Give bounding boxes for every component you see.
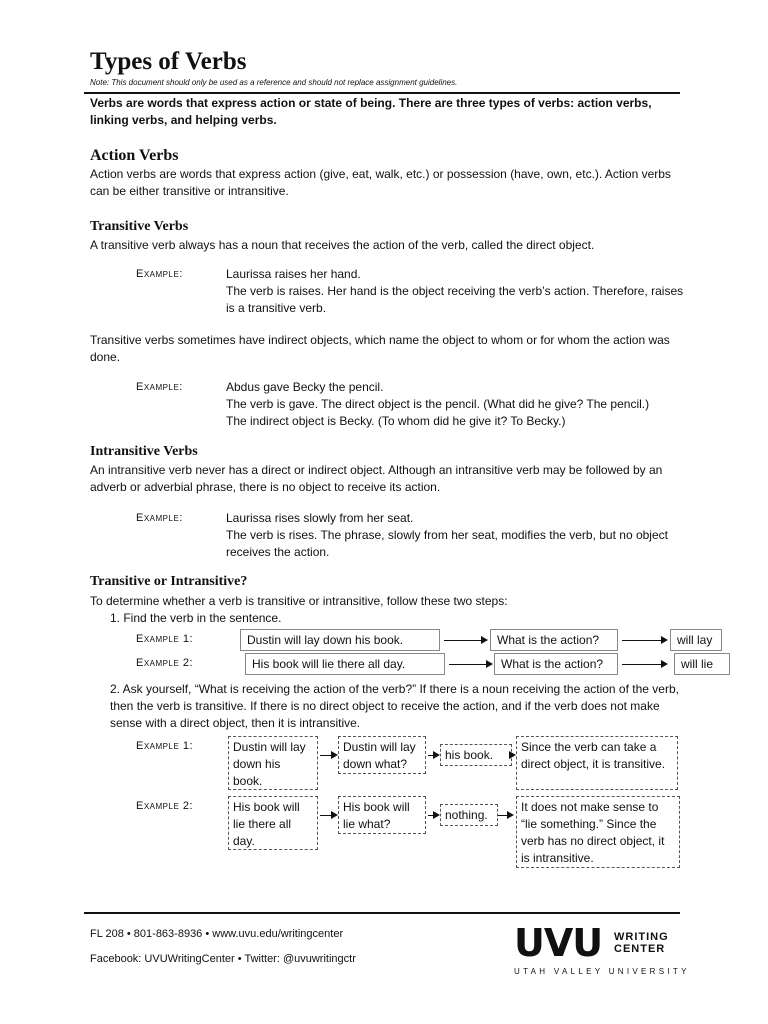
logo-mark: UVU (514, 921, 603, 965)
action-heading: Action Verbs (90, 147, 179, 164)
header-rule (84, 92, 680, 94)
page-title: Types of Verbs (90, 48, 247, 75)
footer-social: Facebook: UVUWritingCenter • Twitter: @uvuwritingctr (90, 953, 356, 965)
transitive-text: A transitive verb always has a noun that receives the action of the verb, called the direct object. (90, 238, 595, 252)
note: Note: This document should only be used as a reference and should not replace assignment guidelines. (90, 78, 458, 87)
question-box: What is the action? (490, 629, 618, 651)
example-sentence: Laurissa rises slowly from her seat. (226, 511, 414, 525)
footer-rule (84, 912, 680, 914)
uvu-writing-center-logo (514, 921, 690, 981)
logo-tag: WRITING CENTER (614, 931, 669, 955)
object-box: his book. (440, 744, 512, 766)
footer-contact: FL 208 • 801-863-8936 • www.uvu.edu/writingcenter (90, 928, 344, 940)
arrow-icon (512, 755, 514, 756)
result-box: It does not make sense to “lie something.” Since the verb has no direct object, it is intransitive. (516, 796, 680, 868)
sentence-box: His book will lie there all day. (228, 796, 318, 850)
arrow-icon (320, 815, 336, 816)
example-label: Example 2: (136, 800, 194, 812)
transitive-example-1 (226, 266, 686, 317)
question-box: Dustin will lay down what? (338, 736, 426, 774)
example-explanation: The verb is raises. Her hand is the object receiving the verb’s action. Therefore, raises is a transitive verb. (226, 284, 684, 315)
example-sentence: Abdus gave Becky the pencil. (226, 380, 384, 394)
answer-box: will lie (674, 653, 730, 675)
arrow-icon (428, 815, 438, 816)
indirect-text: Transitive verbs sometimes have indirect objects, which name the object to whom or for whom the action was done. (90, 333, 670, 364)
transitive-heading: Transitive Verbs (90, 219, 189, 234)
intro-text: Verbs are words that express action or state of being. There are three types of verbs: action verbs, linking verbs, and helping verbs. (90, 96, 652, 127)
arrow-icon (622, 664, 666, 665)
intransitive-heading: Intransitive Verbs (90, 444, 198, 459)
arrow-icon (444, 640, 486, 641)
question-box: His book will lie what? (338, 796, 426, 834)
intransitive-text: An intransitive verb never has a direct or indirect object. Although an intransitive verb may be followed by an adverb or adverbial phrase, there is no object to receive its action. (90, 463, 663, 494)
example-label: Example: (136, 512, 183, 524)
example-label: Example 1: (136, 633, 194, 645)
sentence-box: His book will lie there all day. (245, 653, 445, 675)
logo-university: UTAH VALLEY UNIVERSITY (514, 967, 690, 976)
object-box: nothing. (440, 804, 498, 826)
transitive-example-2 (226, 379, 686, 430)
example-label: Example 1: (136, 740, 194, 752)
example-explanation: The verb is gave. The direct object is the pencil. (What did he give? The pencil.) (226, 397, 650, 411)
arrow-icon (622, 640, 666, 641)
answer-box: will lay (670, 629, 722, 651)
example-label: Example: (136, 268, 183, 280)
example-explanation: The indirect object is Becky. (To whom did he give it? To Becky.) (226, 414, 566, 428)
which-text: To determine whether a verb is transitive or intransitive, follow these two steps: (90, 594, 508, 608)
arrow-icon (428, 755, 438, 756)
arrow-icon (498, 815, 512, 816)
step-2: 2. Ask yourself, “What is receiving the action of the verb?” If there is a noun receiving the action of the verb, then the verb is transitive. If there is no direct object to receive the action, and if the verb does not make sense with a direct object, then it is intransitive. (110, 682, 679, 730)
question-box: What is the action? (494, 653, 618, 675)
sentence-box: Dustin will lay down his book. (228, 736, 318, 790)
example-label: Example 2: (136, 657, 194, 669)
action-text: Action verbs are words that express action (give, eat, walk, etc.) or possession (have, own, etc.). Action verbs can be either transitive or intransitive. (90, 167, 671, 198)
example-sentence: Laurissa raises her hand. (226, 267, 361, 281)
result-box: Since the verb can take a direct object, it is transitive. (516, 736, 678, 790)
example-label: Example: (136, 381, 183, 393)
arrow-icon (320, 755, 336, 756)
example-explanation: The verb is rises. The phrase, slowly from her seat, modifies the verb, but no object receives the action. (226, 528, 668, 559)
intransitive-example (226, 510, 686, 561)
which-heading: Transitive or Intransitive? (90, 574, 248, 589)
sentence-box: Dustin will lay down his book. (240, 629, 440, 651)
arrow-icon (449, 664, 491, 665)
step-1: 1. Find the verb in the sentence. (110, 611, 282, 625)
